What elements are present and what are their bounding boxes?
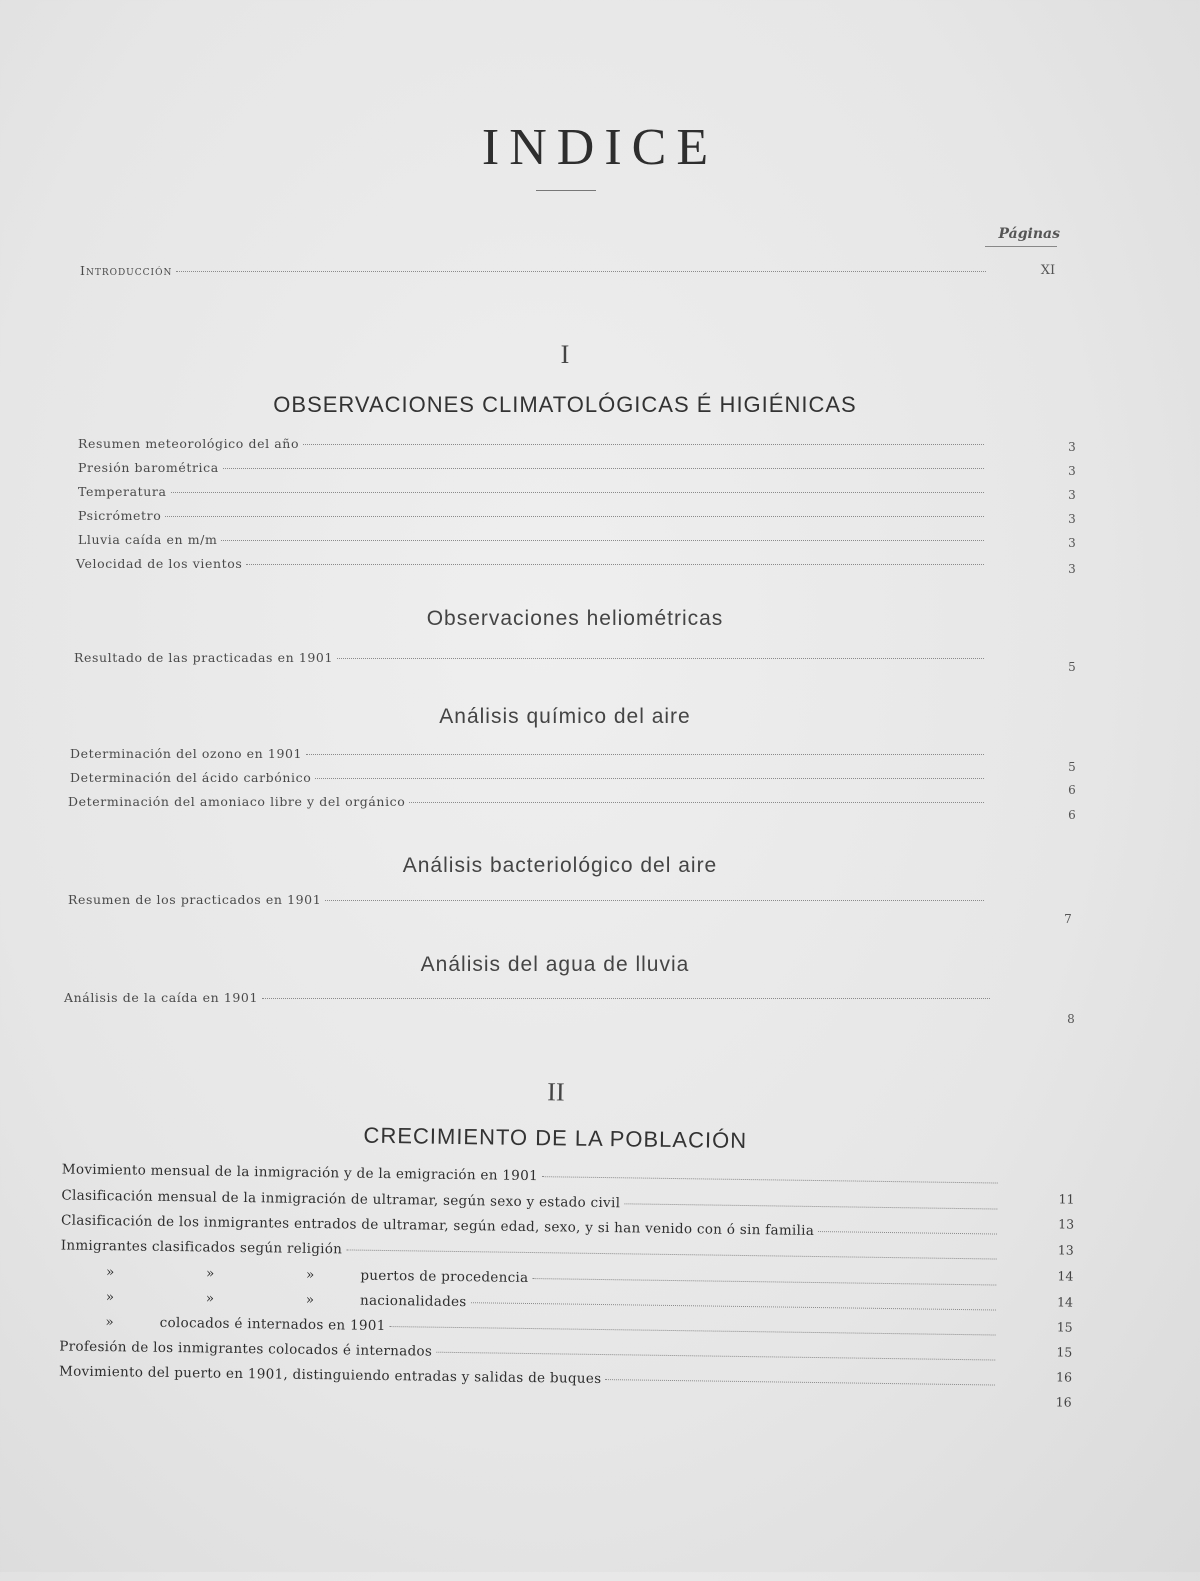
ditto-mark: » [106, 1264, 115, 1281]
toc-entry [60, 1263, 1000, 1292]
toc-entry [60, 1313, 1000, 1342]
toc-entry [60, 1288, 1000, 1317]
toc-entry-label: Clasificación de los inmigrantes entrados de ultramar, según edad, sexo, y si han venido con ó sin familia [60, 1212, 815, 1239]
leader-dots [605, 1379, 995, 1385]
leader-dots [624, 1203, 997, 1209]
toc-entry [61, 1212, 1001, 1241]
toc-page-number: 15 [1056, 1344, 1073, 1360]
toc-entry-label: Determinación del ácido carbónico [70, 770, 312, 785]
toc-page-number: 13 [1057, 1242, 1074, 1258]
ditto-mark: » [205, 1290, 215, 1307]
toc-entry-label: Determinación del ozono en 1901 [70, 746, 303, 761]
toc-page-number: 3 [1068, 440, 1076, 454]
leader-dots [818, 1231, 997, 1234]
section-title: Análisis del agua de lluvia [420, 953, 690, 976]
toc-page-number: 7 [1064, 912, 1072, 926]
toc-page-number: 5 [1068, 660, 1076, 674]
toc-page-number: 3 [1068, 562, 1076, 576]
leader-dots [390, 1326, 996, 1335]
toc-entry-label [60, 1263, 528, 1286]
toc-page-number: 14 [1057, 1268, 1074, 1284]
toc-page-number: 11 [1058, 1191, 1075, 1207]
toc-page-number: 16 [1055, 1369, 1073, 1385]
toc-entry [59, 1338, 999, 1367]
toc-entry-label-text: nacionalidades [359, 1292, 467, 1311]
toc-page-number: 6 [1068, 808, 1076, 822]
toc-page-number: 3 [1068, 512, 1076, 526]
toc-entry-label: Determinación del amoniaco libre y del orgánico [68, 794, 406, 809]
toc-entry-label: Temperatura [78, 484, 167, 499]
leader-dots [532, 1278, 996, 1285]
toc-entry-label: Lluvia caída en m/m [78, 532, 218, 547]
page-title: INDICE [481, 119, 719, 176]
ditto-mark: » [305, 1266, 315, 1284]
section-title: Observaciones heliométricas [426, 607, 724, 630]
toc-page-number: 14 [1057, 1294, 1074, 1310]
toc-entry-label: Velocidad de los vientos [76, 556, 243, 571]
toc-entry-label: Movimiento mensual de la inmigración y de la emigración en 1901 [61, 1161, 539, 1185]
leader-dots [346, 1249, 996, 1259]
toc-entry-label: Resultado de las practicadas en 1901 [74, 650, 334, 665]
ditto-mark: » [105, 1289, 115, 1306]
toc-entry-label: Resumen meteorológico del año [78, 436, 300, 451]
toc-entry [61, 1187, 1001, 1216]
ditto-mark: » [305, 1291, 315, 1309]
toc-page-number: 3 [1068, 488, 1076, 502]
toc-entry-label: Psicrómetro [78, 508, 162, 523]
toc-entry-label: Inmigrantes clasificados según religión [60, 1237, 343, 1258]
toc-page-number: 3 [1068, 464, 1076, 478]
toc-entry-label: Resumen de los practicados en 1901 [68, 892, 322, 907]
leader-dots [542, 1176, 998, 1183]
leader-dots [436, 1352, 995, 1361]
toc-entry-label-text: colocados é internados en 1901 [159, 1314, 386, 1334]
toc-page-number: 13 [1058, 1216, 1075, 1232]
toc-entry [59, 1363, 999, 1392]
section-title: Análisis químico del aire [439, 705, 691, 728]
toc-page-number: 6 [1068, 783, 1076, 797]
ditto-mark: » [205, 1265, 215, 1282]
toc-entry-label: Introducción [80, 263, 173, 278]
toc-page-number: 3 [1068, 536, 1076, 550]
toc-page-number: 16 [1055, 1394, 1072, 1410]
part-title: OBSERVACIONES CLIMATOLÓGICAS É HIGIÉNICAS [273, 392, 857, 417]
pages-column-header: Páginas [998, 226, 1060, 242]
toc-entry-label: Presión barométrica [78, 460, 219, 475]
toc-entry-label: Clasificación mensual de la inmigración de ultramar, según sexo y estado civil [61, 1187, 621, 1212]
toc-entry-label [60, 1313, 386, 1334]
toc-entry-label-text: puertos de procedencia [360, 1267, 529, 1286]
part-numeral: II [547, 1077, 565, 1107]
toc-page-number: 15 [1056, 1319, 1073, 1335]
toc-entry [61, 1237, 1001, 1266]
part-title: CRECIMIENTO DE LA POBLACIÓN [363, 1122, 748, 1154]
toc-entry-label: Análisis de la caída en 1901 [64, 990, 259, 1005]
section-title: Análisis bacteriológico del aire [402, 854, 718, 877]
toc-entry-label: Profesión de los inmigrantes colocados é internados [59, 1338, 433, 1360]
leader-dots [471, 1302, 996, 1310]
toc-entry-label: Movimiento del puerto en 1901, distinguiendo entradas y salidas de buques [58, 1363, 602, 1388]
part-numeral: I [560, 340, 570, 369]
toc-entry [62, 1161, 1002, 1190]
ditto-mark: » [105, 1314, 115, 1331]
toc-page-number: XI [1040, 263, 1056, 278]
toc-page-number: 8 [1067, 1012, 1075, 1026]
toc-entry-label [60, 1288, 467, 1310]
toc-page-number: 5 [1068, 760, 1076, 774]
